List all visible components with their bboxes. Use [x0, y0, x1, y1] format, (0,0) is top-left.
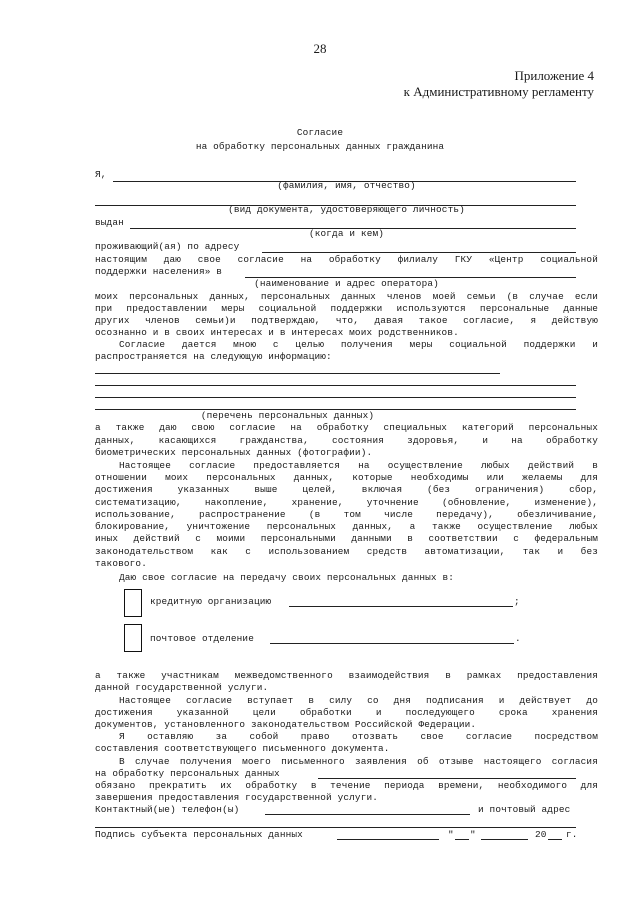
- appendix-regulation: к Административному регламенту: [403, 84, 594, 99]
- document-subtitle: на обработку персональных данных гражданина: [195, 141, 445, 152]
- post-office-line[interactable]: [270, 643, 514, 644]
- postal-line[interactable]: [95, 827, 576, 828]
- p4-line: блокирование, уничтожение персональных данных, а также осуществление любых: [95, 521, 598, 532]
- signature-label: Подпись субъекта персональных данных: [95, 829, 303, 840]
- p1-line: осознанно и в своих интересах и в интересах моих родственников.: [95, 327, 459, 338]
- p4-line: иных действий с моими персональными данными в соответствии с федеральным: [95, 533, 598, 544]
- page-number: 28: [313, 41, 327, 56]
- postal-label: и почтовый адрес: [478, 804, 571, 815]
- fio-caption: (фамилия, имя, отчество): [277, 180, 416, 191]
- p4-line: такового.: [95, 558, 147, 569]
- p6-line: документов, установленного законодательством Российской Федерации.: [95, 719, 477, 730]
- consent-line: настоящим даю свое согласие на обработку филиалу ГКУ «Центр социальной: [95, 254, 598, 265]
- address-line[interactable]: [262, 252, 576, 253]
- credit-org-end: ;: [514, 596, 520, 607]
- document-title: Согласие: [296, 127, 344, 138]
- data-list-line[interactable]: [95, 373, 500, 374]
- date-year-line[interactable]: [548, 839, 562, 840]
- p3-line: данных, касающихся гражданства, состояния здоровья, и на обработку: [95, 435, 598, 446]
- p4-line: отношении моих персональных данных, которые необходимы или желаемы для: [95, 472, 598, 483]
- p1-line: других членов семьи)и подтверждаю, что, давая такое согласие, я действую: [95, 315, 598, 326]
- p7-line: составления соответствующего письменного документа.: [95, 743, 390, 754]
- phone-label: Контактный(ые) телефон(ы): [95, 804, 240, 815]
- document-caption: (вид документа, удостоверяющего личность): [228, 204, 465, 215]
- phone-line[interactable]: [265, 814, 470, 815]
- operator-label: поддержки населения» в: [95, 266, 223, 277]
- year-suffix: г.: [566, 829, 578, 840]
- date-quote-open: ": [448, 829, 454, 840]
- p6-line: Настоящее согласие вступает в силу со дня подписания и действует до: [119, 695, 598, 706]
- p7-line: Я оставляю за собой право отозвать свое согласие посредством: [119, 731, 598, 742]
- post-office-end: .: [515, 633, 521, 644]
- p2-line: распространяется на следующую информацию:: [95, 351, 332, 362]
- p4-line: законодательством как с использованием средств автоматизации, так и без: [95, 546, 598, 557]
- credit-org-label: кредитную организацию: [150, 596, 272, 607]
- credit-org-checkbox[interactable]: [124, 589, 142, 617]
- data-list-caption: (перечень персональных данных): [200, 410, 375, 421]
- i-label: Я,: [95, 169, 107, 180]
- issued-label: выдан: [95, 217, 124, 228]
- transfer-intro: Даю свое согласие на передачу своих персональных данных в:: [119, 572, 455, 583]
- p1-line: при предоставлении меры социальной поддержки используются персональные данные: [95, 303, 598, 314]
- post-office-label: почтовое отделение: [150, 633, 254, 644]
- operator-caption: (наименование и адрес оператора): [254, 278, 439, 289]
- post-office-checkbox[interactable]: [124, 624, 142, 652]
- appendix-number: Приложение 4: [514, 68, 594, 83]
- p5-line: данной государственной услуги.: [95, 682, 269, 693]
- p6-line: достижения указанной цели обработки и последующего срока хранения: [95, 707, 598, 718]
- signature-line[interactable]: [337, 839, 439, 840]
- address-label: проживающий(ая) по адресу: [95, 241, 240, 252]
- operator-name-line[interactable]: [318, 778, 576, 779]
- p1-line: моих персональных данных, персональных данных членов моей семьи (в случае если: [95, 291, 598, 302]
- date-quote-close: ": [470, 829, 476, 840]
- p4-line: систематизацию, накопление, хранение, уточнение (обновление, изменение),: [95, 497, 598, 508]
- issued-caption: (когда и кем): [308, 228, 385, 239]
- p5-line: а также участникам межведомственного взаимодействия в рамках предоставления: [95, 670, 598, 681]
- date-month-line[interactable]: [481, 839, 528, 840]
- year-prefix: 20: [535, 829, 547, 840]
- p4-line: достижения указанных выше целей, включая (без ограничения) сбор,: [95, 484, 598, 495]
- data-list-line[interactable]: [95, 385, 576, 386]
- p8-line: В случае получения моего письменного заявления об отзыве настоящего согласия: [119, 756, 598, 767]
- p8-line: на обработку персональных данных: [95, 768, 280, 779]
- date-day-line[interactable]: [455, 839, 469, 840]
- p3-line: биометрических персональных данных (фотографии).: [95, 447, 373, 458]
- data-list-line[interactable]: [95, 397, 576, 398]
- credit-org-line[interactable]: [289, 606, 513, 607]
- p4-line: Настоящее согласие предоставляется на осуществление любых действий в: [119, 460, 598, 471]
- p8-line: обязано прекратить их обработку в течение периода времени, необходимого для: [95, 780, 598, 791]
- p4-line: использование, распространение (в том числе передачу), обезличивание,: [95, 509, 598, 520]
- p2-line: Согласие дается мною с целью получения меры социальной поддержки и: [119, 339, 598, 350]
- p8-line: завершения предоставления государственной услуги.: [95, 792, 379, 803]
- p3-line: а также даю свою согласие на обработку специальных категорий персональных: [95, 422, 598, 433]
